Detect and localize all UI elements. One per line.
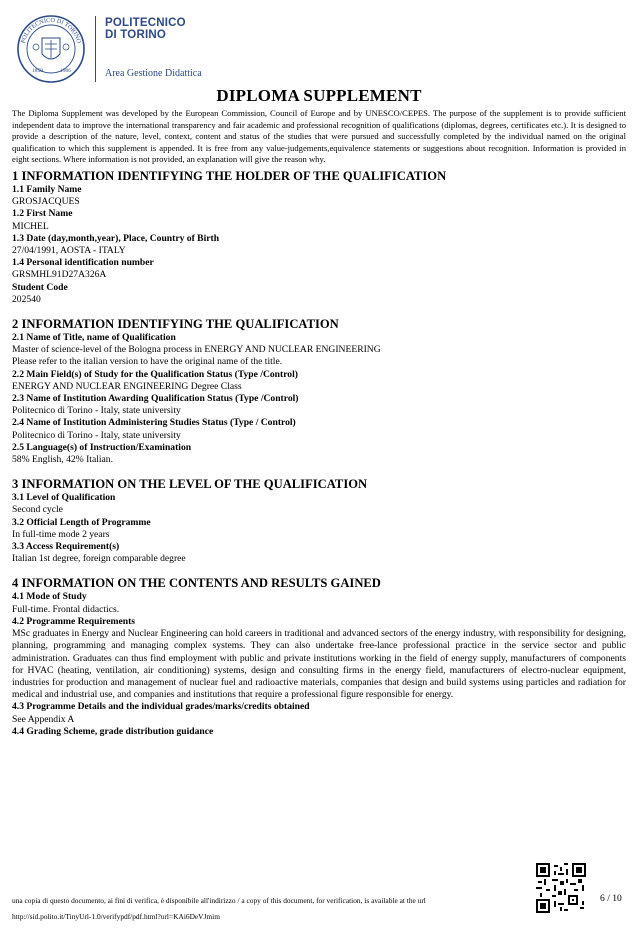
field-value: Second cycle [12, 504, 63, 516]
field-value: 58% English, 42% Italian. [12, 454, 113, 466]
section-contents [12, 575, 626, 737]
field-value: GRSMHL91D27A326A [12, 269, 107, 281]
field-label: 4.2 Programme Requirements [12, 615, 136, 627]
field-value: In full-time mode 2 years [12, 528, 110, 540]
area-label: Area Gestione Didattica [105, 68, 202, 79]
field-label: 4.1 Mode of Study [12, 591, 87, 603]
document-title: DIPLOMA SUPPLEMENT [216, 86, 422, 105]
field-label: 3.3 Access Requirement(s) [12, 541, 120, 553]
footer-note: una copia di questo documento, ai fini di verifica, è disponibile all'indirizzo / a copy of this document, for verification, is available at the url [12, 896, 426, 905]
section-level [12, 476, 626, 565]
brand-name [105, 17, 186, 41]
verification-url[interactable]: http://sid.polito.it/TinyUrl-1.0/verifypdf/pdf.html?url=KAi6DeVJmim [12, 912, 220, 921]
field-label: 1.4 Personal identification number [12, 257, 154, 269]
field-label: 4.4 Grading Scheme, grade distribution guidance [12, 725, 214, 737]
university-seal-icon [16, 14, 86, 84]
field-label: 2.2 Main Field(s) of Study for the Qualification Status (Type /Control) [12, 368, 298, 380]
field-label: 4.3 Programme Details and the individual grades/marks/credits obtained [12, 701, 310, 713]
seal-year-right: 1906 [60, 68, 71, 74]
field-value: Politecnico di Torino - Italy, state university [12, 429, 181, 441]
verification-footer [12, 893, 532, 925]
document-body [12, 168, 626, 738]
seal-text: POLITECNICO DI TORINO [19, 16, 83, 45]
page-header [12, 8, 632, 83]
field-label: 2.1 Name of Title, name of Qualification [12, 332, 176, 344]
field-value: Full-time. Frontal didactics. [12, 603, 120, 615]
section-title: 1 INFORMATION IDENTIFYING THE HOLDER OF THE QUALIFICATION [12, 169, 447, 183]
intro-paragraph: The Diploma Supplement was developed by the European Commission, Council of Europe and by UNESCO/CEPES. The purpose of the supplement is to provide sufficient independent data to improve the international transparency and fair academic and professional recognition of qualifications (diplomas, degrees, certificates etc.). It is designed to provide a description of the nature, level, context, content and status of the studies that were pursued and successfully completed by the individual named on the original qualification to which this supplement is appended. It is free from any value-judgements,equivalence statements or suggestions about recognition. Information is provided in eight sections. Where information is not provided, an explanation will give the reason why. [12, 108, 626, 165]
field-value: 27/04/1991, AOSTA - ITALY [12, 245, 126, 257]
field-value: See Appendix A [12, 713, 75, 725]
field-label: 1.3 Date (day,month,year), Place, Country of Birth [12, 232, 220, 244]
header-divider [95, 16, 96, 82]
section-holder [12, 168, 626, 306]
brand-line-2: DI TORINO [105, 29, 167, 41]
field-label: 2.4 Name of Institution Administering Studies Status (Type / Control) [12, 417, 296, 429]
field-label: 2.5 Language(s) of Instruction/Examination [12, 441, 192, 453]
field-value: GROSJACQUES [12, 196, 80, 208]
field-label: 1.1 Family Name [12, 184, 82, 195]
field-value: MICHEL [12, 220, 49, 232]
section-title: 2 INFORMATION IDENTIFYING THE QUALIFICATION [12, 317, 339, 332]
section-title: 4 INFORMATION ON THE CONTENTS AND RESULTS GAINED [12, 576, 381, 591]
qr-code-icon [536, 863, 586, 913]
field-value: Italian 1st degree, foreign comparable degree [12, 553, 186, 565]
field-value: ENERGY AND NUCLEAR ENGINEERING Degree Class [12, 380, 242, 392]
field-label: 2.3 Name of Institution Awarding Qualification Status (Type /Control) [12, 393, 299, 405]
field-label: 1.2 First Name [12, 208, 73, 220]
brand-line-1: POLITECNICO [105, 17, 186, 29]
field-label: Student Code [12, 281, 68, 293]
section-title: 3 INFORMATION ON THE LEVEL OF THE QUALIFICATION [12, 477, 368, 492]
page-number: 6 / 10 [600, 893, 622, 904]
field-label: 3.2 Official Length of Programme [12, 516, 151, 528]
field-value: Politecnico di Torino - Italy, state university [12, 405, 181, 417]
section-qualification [12, 316, 626, 466]
seal-year-left: 1859 [32, 68, 43, 74]
field-value: Please refer to the italian version to have the original name of the title. [12, 356, 283, 368]
field-label: 3.1 Level of Qualification [12, 492, 116, 504]
field-value: Master of science-level of the Bologna process in ENERGY AND NUCLEAR ENGINEERING [12, 344, 381, 356]
field-value: MSc graduates in Energy and Nuclear Engineering can hold careers in traditional and advanced sectors of the energy industry, with responsibility for designing, planning, programming and managing complex systems. They can also undertake free-lance professional practice in the service sector and public administration. Graduates can thus find employment with public and private institutions working in the field of energy supply, manufacturers of components for HVAC (heating, ventilation, air conditioning) systems, design and consulting firms in the energy field, manufacturers of electro-nuclear equipment, industries for production and management of nuclear fuel and radioactive materials, companies that design and build systems using particles and radiation for medical and industrial use, and companies and institutions that require a professional figure responsible for energy. [12, 628, 626, 701]
field-value: 202540 [12, 293, 41, 305]
